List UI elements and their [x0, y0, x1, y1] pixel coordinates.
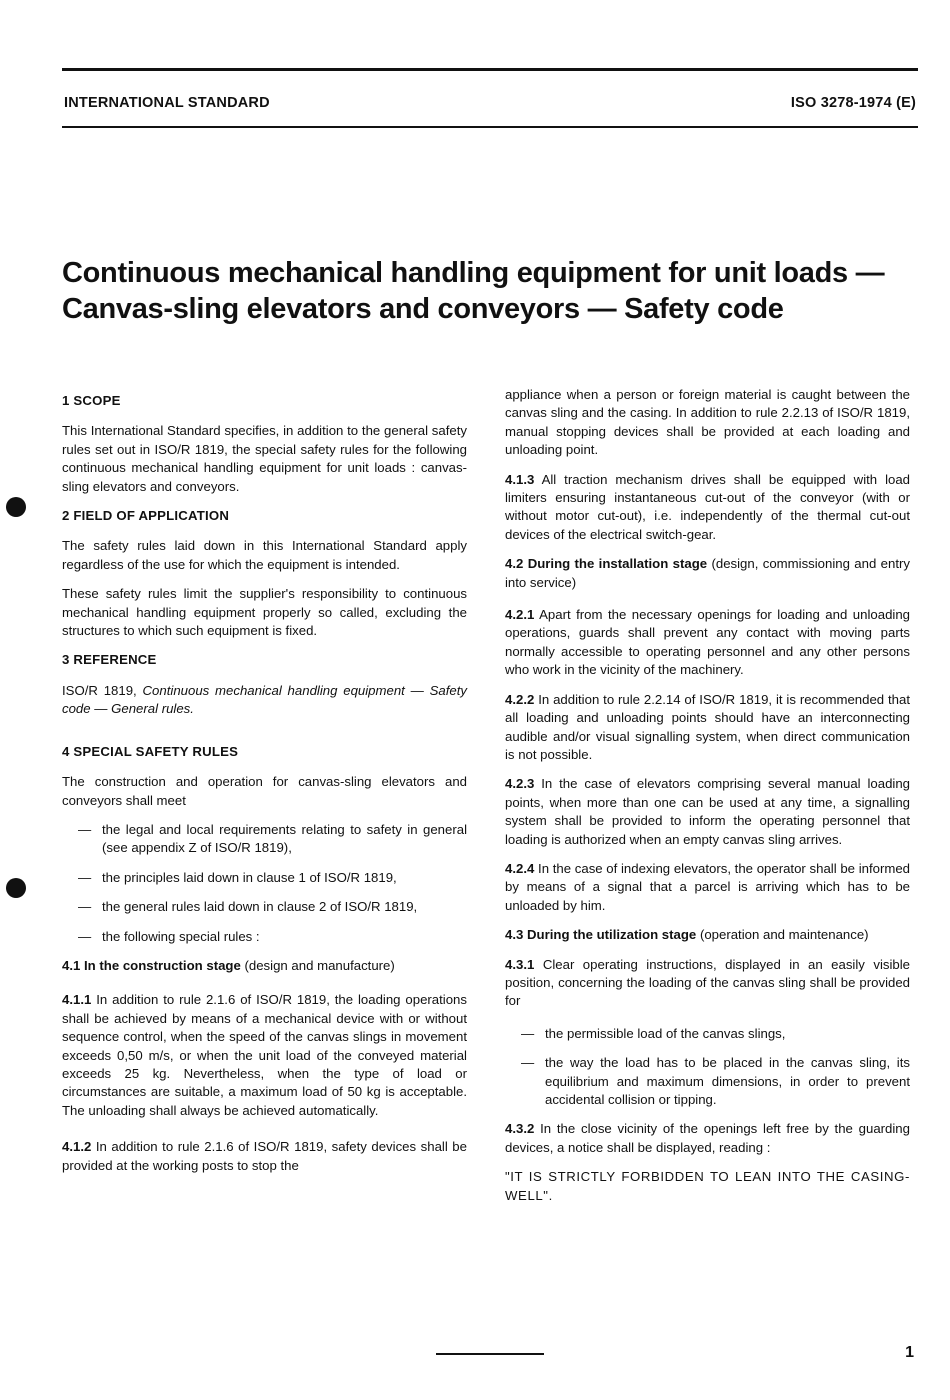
clause-4-3-2: [505, 1120, 910, 1157]
list-item: [505, 1054, 910, 1109]
page-title: [62, 255, 922, 327]
right-column: [505, 386, 910, 1216]
header-bottom-rule: [62, 126, 918, 128]
clause-number: 4.1: [62, 957, 81, 973]
list-dash: —: [78, 928, 92, 944]
list-item-text: the legal and local requirements relating to safety in general (see appendix Z of ISO/R 1819),: [102, 821, 467, 856]
clause-number: 4.2.2: [505, 691, 535, 707]
clause-number: 4.2: [505, 556, 524, 572]
continued-paragraph: appliance when a person or foreign material is caught between the canvas sling and the casing. In addition to rule 2.2.13 of ISO/R 1819, manual stopping devices shall be provided at each loading and unloading point.: [505, 387, 910, 458]
section-4-3-heading: [505, 926, 910, 944]
clause-text: In the case of elevators comprising several manual loading points, when more than one can be used at any time, a signalling system shall be provided to inform the operating personnel that loading is authorized when an empty canvas sling arrives.: [505, 776, 911, 847]
clause-text: In addition to rule 2.1.6 of ISO/R 1819, safety devices shall be provided at the working posts to stop the: [62, 1139, 467, 1173]
header-top-rule: [62, 68, 918, 71]
section-3-reference: [62, 682, 467, 719]
clause-4-1-1: [62, 991, 467, 1120]
title-line-2: Canvas-sling elevators and conveyors — Safety code: [62, 293, 784, 325]
list-item-text: the general rules laid down in clause 2 of ISO/R 1819,: [102, 899, 418, 915]
clause-4-1-3: [505, 471, 910, 545]
list-dash: —: [78, 869, 92, 885]
clause-subtitle: (design, commissioning and entry into service): [505, 556, 910, 590]
section-2-heading: 2 FIELD OF APPLICATION: [62, 508, 230, 524]
clause-4-2-4: [505, 860, 910, 915]
clause-subtitle: (design and manufacture): [244, 957, 395, 973]
clause-text: Apart from the necessary openings for loading and unloading operations, guards shall prevent any contact with moving parts normally accessible to operating personnel and any other persons who work in the vicinity of the machinery.: [505, 607, 911, 678]
clause-bold-title: In the construction stage: [84, 957, 241, 973]
list-item-text: the principles laid down in clause 1 of ISO/R 1819,: [102, 869, 397, 885]
list-item: [62, 821, 467, 858]
section-2-paragraph-1: The safety rules laid down in this International Standard apply regardless of the use for which the equipment is intended.: [62, 538, 467, 572]
section-1-heading: 1 SCOPE: [62, 393, 121, 408]
clause-number: 4.1.3: [505, 471, 535, 487]
list-item: [505, 1025, 910, 1043]
punch-hole-mark: [6, 878, 26, 898]
clause-subtitle: (operation and maintenance): [699, 927, 869, 943]
clause-text: Clear operating instructions, displayed in an easily visible position, concerning the loading of the canvas sling shall be provided for: [505, 956, 910, 1009]
clause-number: 4.2.1: [505, 607, 535, 623]
clause-4-3-1: [505, 956, 910, 1011]
clause-text: In the case of indexing elevators, the operator shall be informed by means of a signal that a parcel is arriving which has to be unloaded by him.: [505, 860, 911, 913]
list-dash: —: [521, 1025, 535, 1041]
section-4-paragraph: The construction and operation for canvas-sling elevators and conveyors shall meet: [62, 774, 467, 808]
list-item: [62, 928, 467, 946]
title-line-1: Continuous mechanical handling equipment for unit loads —: [62, 257, 885, 289]
clause-number: 4.1.1: [62, 992, 92, 1008]
clause-number: 4.2.3: [505, 776, 535, 792]
section-4-1-heading: [62, 957, 467, 975]
clause-text: In addition to rule 2.2.14 of ISO/R 1819, it is recommended that all loading and unloading points should have an interconnecting audible and/or visual signalling system, when direct communication is not possible.: [505, 691, 910, 762]
warning-notice: "IT IS STRICTLY FORBIDDEN TO LEAN INTO THE CASING-WELL".: [505, 1169, 910, 1203]
clause-number: 4.1.2: [62, 1139, 92, 1155]
list-dash: —: [521, 1055, 535, 1071]
header-standard-number: ISO 3278-1974 (E): [790, 95, 916, 111]
clause-bold-title: During the installation stage: [527, 556, 708, 572]
clause-4-2-3: [505, 775, 910, 849]
page-number: 1: [905, 1344, 914, 1361]
list-item: [62, 869, 467, 887]
section-1-paragraph: This International Standard specifies, in addition to the general safety rules set out in ISO/R 1819, the special safety rules for the following continuous mechanical handling equipment for unit loads : canvas-sling elevators and conveyors.: [62, 423, 467, 494]
clause-number: 4.3: [505, 927, 524, 943]
clause-text: All traction mechanism drives shall be equipped with load limiters ensuring instantaneous cut-out of the conveyor (with or without motor cut-out), i.e. independently of the thermal cut-out devices of the electrical switch-gear.: [505, 471, 911, 542]
clause-number: 4.3.2: [505, 1121, 535, 1137]
clause-text: In the close vicinity of the openings left free by the guarding devices, a notice shall be displayed, reading :: [505, 1121, 910, 1155]
list-item: [62, 898, 467, 916]
clause-4-1-2: [62, 1138, 467, 1175]
reference-number: ISO/R 1819,: [62, 682, 137, 698]
list-item-text: the following special rules :: [102, 928, 260, 944]
footer-rule: [436, 1353, 544, 1355]
clause-4-2-2: [505, 691, 910, 765]
list-item-text: the way the load has to be placed in the canvas sling, its equilibrium and maximum dimensions, in order to prevent accidental collision or tipping.: [545, 1055, 910, 1107]
clause-number: 4.2.4: [505, 860, 535, 876]
left-column: [62, 386, 467, 1186]
list-item-text: the permissible load of the canvas slings,: [545, 1025, 786, 1041]
header-standard-label: INTERNATIONAL STANDARD: [64, 95, 270, 111]
clause-bold-title: During the utilization stage: [527, 927, 697, 943]
section-4-heading: 4 SPECIAL SAFETY RULES: [62, 743, 239, 759]
section-3-heading: 3 REFERENCE: [62, 652, 157, 668]
clause-text: In addition to rule 2.1.6 of ISO/R 1819, the loading operations shall be achieved by means of a mechanical device with or without sequence control, when the speed of the canvas slings in movement exceeds 0,50 m/s, or when the unit load of the conveyed material exceeds 25 kg. Nevertheless, when the type of load or circumstances are suitable, a maximum load of 50 kg is acceptable. The unloading shall always be achieved automatically.: [62, 992, 467, 1118]
section-4-2-heading: [505, 555, 910, 592]
section-2-paragraph-2: These safety rules limit the supplier's responsibility to continuous mechanical handling equipment properly so called, excluding the structures to which such equipment is fixed.: [62, 586, 467, 639]
reference-title: Continuous mechanical handling equipment — Safety code — General rules.: [62, 682, 467, 717]
list-dash: —: [78, 821, 92, 837]
clause-number: 4.3.1: [505, 956, 535, 972]
list-dash: —: [78, 899, 92, 915]
punch-hole-mark: [6, 497, 26, 517]
clause-4-2-1: [505, 606, 910, 680]
